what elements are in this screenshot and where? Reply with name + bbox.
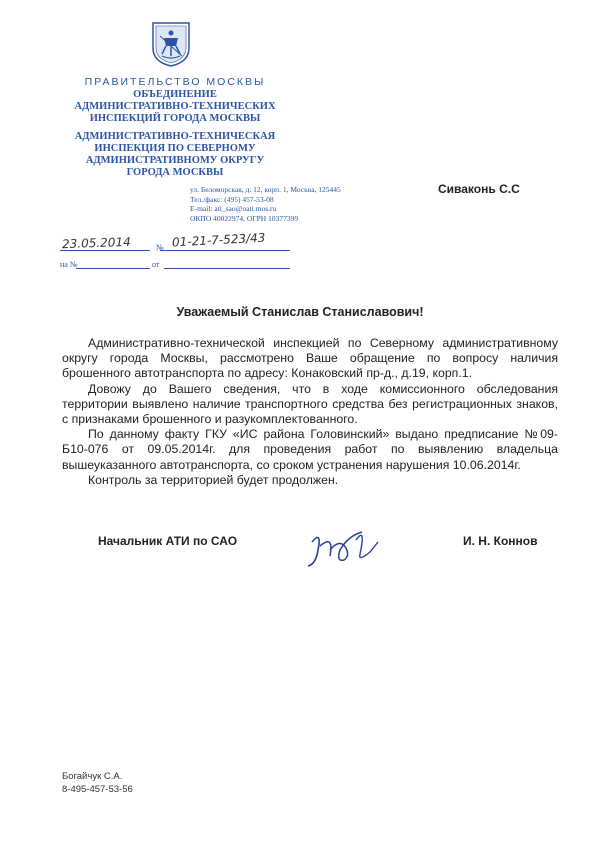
contact-block — [190, 185, 341, 223]
paragraph: Административно-технической инспекцией по Северному административному округу города Москвы, рассмотрено Ваше обращение по вопросу наличия брошенного автотранспорта по адресу: Конаковский пр-д., д.19, корп.1. — [62, 336, 558, 381]
executor-block — [62, 770, 133, 796]
number-underline — [160, 250, 290, 251]
ref-number-underline — [76, 268, 150, 269]
paragraph: Контроль за территорией будет продолжен. — [88, 472, 339, 487]
paragraph: Довожу до Вашего сведения, что в ходе комиссионного обследования территории выявлено наличие транспортного средства без регистрационных знаков, с признаками брошенного и разукомплектованного. — [62, 381, 558, 427]
phone: Тел./факс: (495) 457-53-08 — [190, 194, 274, 204]
inspection-line: АДМИНИСТРАТИВНО-ТЕХНИЧЕСКАЯ — [74, 131, 276, 142]
executor-phone: 8-495-457-53-56 — [62, 784, 133, 795]
handwritten-number: 01-21-7-523/43 — [171, 230, 266, 250]
government-title: ПРАВИТЕЛЬСТВО МОСКВЫ — [84, 76, 266, 88]
ref-date-underline — [164, 268, 290, 269]
inspection-line: АДМИНИСТРАТИВНОМУ ОКРУГУ — [85, 155, 265, 166]
executor-name: Богайчук С.А. — [62, 771, 123, 782]
address: ул. Беломорская, д. 12, корп. 1, Москва, 125445 — [190, 185, 341, 194]
handwritten-date: 23.05.2014 — [61, 234, 131, 252]
inspection-name — [40, 131, 310, 179]
org-line: ИНСПЕКЦИЙ ГОРОДА МОСКВЫ — [89, 113, 261, 124]
reference-label: на № — [60, 260, 78, 269]
org-line: ОБЪЕДИНЕНИЕ — [133, 89, 217, 100]
email: E-mail: ati_sao@oati.mos.ru — [190, 204, 277, 213]
organization-name — [40, 89, 310, 125]
number-label: № — [156, 243, 164, 252]
from-label: от — [152, 260, 160, 269]
paragraph: По данному факту ГКУ «ИС района Головинский» выдано предписание №09-Б10-076 от 09.05.2014г. для проведения работ по выявлению владельца вышеуказанного автотранспорта, со сроком устранения нарушения 10.06.2014г. — [62, 427, 558, 472]
letter-body — [62, 336, 558, 488]
signer-position: Начальник АТИ по САО — [98, 534, 238, 548]
handwritten-signature-icon — [300, 520, 385, 570]
recipient-name: Сиваконь С.С — [438, 182, 520, 196]
signer-name: И. Н. Коннов — [463, 534, 538, 548]
inspection-line: ИНСПЕКЦИЯ ПО СЕВЕРНОМУ — [94, 143, 256, 154]
org-line: АДМИНИСТРАТИВНО-ТЕХНИЧЕСКИХ — [74, 101, 276, 112]
moscow-coat-of-arms-icon — [150, 20, 192, 68]
registry-codes: ОКПО 40022974, ОГРН 10377399 — [190, 213, 299, 223]
inspection-line: ГОРОДА МОСКВЫ — [126, 167, 224, 178]
salutation: Уважаемый Станислав Станиславович! — [176, 305, 424, 319]
